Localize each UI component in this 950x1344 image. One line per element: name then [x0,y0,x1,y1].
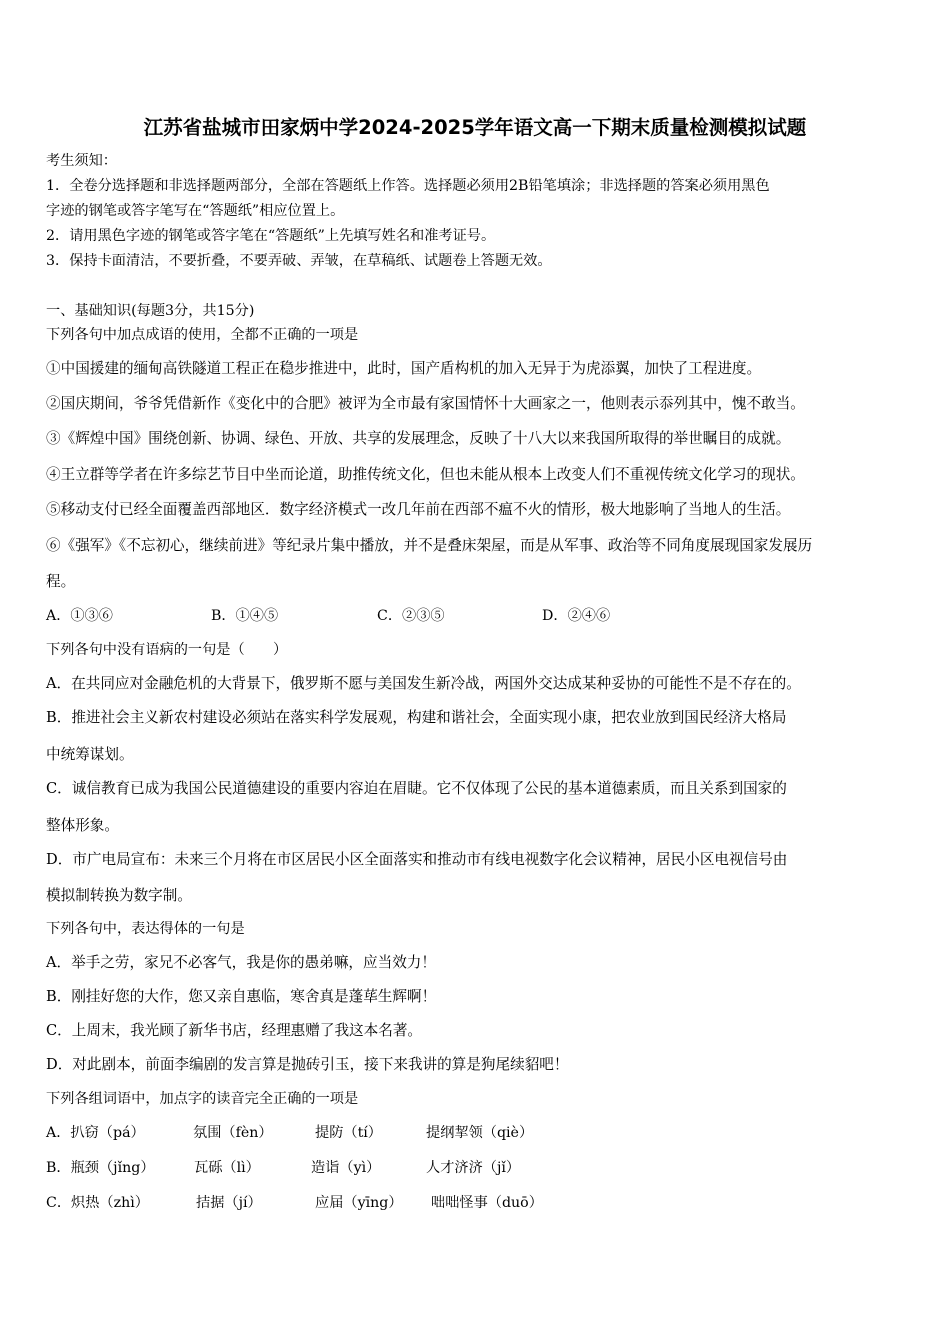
question-item: ④王立群等学者在许多综艺节目中坐而论道，助推传统文化，但也未能从根本上改变人们不重视传统文化学习的现状。 [46,466,805,483]
answer-option-d: D．②④⑥ [542,608,611,624]
answer-line: D．对此剧本，前面李编剧的发言算是抛砖引玉，接下来我讲的算是狗尾续貂吧！ [46,1056,569,1073]
pinyin-item: 咄咄怪事（duō） [431,1195,543,1211]
answer-line: A．在共同应对金融危机的大背景下，俄罗斯不愿与美国发生新冷战，两国外交达成某种妥协的可能性不是不存在的。 [46,675,801,692]
answer-option-c: C．②③⑤ [377,608,445,624]
answer-line: C．上周末，我光顾了新华书店，经理惠赠了我这本名著。 [46,1022,423,1039]
answer-option-a: A．①③⑥ [46,608,113,624]
pinyin-item: B．瓶颈（jǐng） [46,1160,155,1176]
answer-option-b: B．①④⑤ [211,608,279,624]
notice-heading: 考生须知： [46,153,117,169]
answer-line: 中统筹谋划。 [46,746,134,763]
pinyin-item: A．扒窃（pá） [46,1125,145,1141]
answer-line: B．推进社会主义新农村建设必须站在落实科学发展观，构建和谐社会，全面实现小康，把农业放到国民经济大格局 [46,709,787,726]
pinyin-item: 瓦砾（lì） [194,1160,260,1176]
page-title: 江苏省盐城市田家炳中学2024-2025学年语文高一下期末质量检测模拟试题 [143,116,807,139]
question-item: ⑥《强军》《不忘初心，继续前进》等纪录片集中播放，并不是叠床架屋，而是从军事、政治等不同角度展现国家发展历 [46,537,813,554]
question-item: ①中国援建的缅甸高铁隧道工程正在稳步推进中，此时，国产盾构机的加入无异于为虎添翼，加快了工程进度。 [46,360,762,377]
pinyin-item: 氛围（fèn） [193,1125,273,1141]
pinyin-item: 人才济济（jǐ） [426,1160,521,1176]
answer-line: D．市广电局宣布：未来三个月将在市区居民小区全面落实和推动市有线电视数字化会议精神，居民小区电视信号由 [46,851,788,868]
pinyin-item: 提防（tí） [315,1125,382,1141]
section-heading: 一、基础知识(每题3分，共15分) [46,303,255,319]
notice-line: 1．全卷分选择题和非选择题两部分，全部在答题纸上作答。选择题必须用2B铅笔填涂；非选择题的答案必须用黑色 [46,178,770,194]
answer-line: C．诚信教育已成为我国公民道德建设的重要内容迫在眉睫。它不仅体现了公民的基本道德素质，而且关系到国家的 [46,780,787,797]
question-item: ③《辉煌中国》围绕创新、协调、绿色、开放、共享的发展理念，反映了十八大以来我国所取得的举世瞩目的成就。 [46,430,791,447]
pinyin-item: 应届（yīng） [315,1195,403,1211]
question-stem: 下列各句中加点成语的使用，全都不正确的一项是 [46,327,359,343]
pinyin-item: C．炽热（zhì） [46,1195,149,1211]
question-stem: 下列各句中没有语病的一句是（ ） [46,642,288,658]
notice-line: 字迹的钢笔或答字笔写在“答题纸”相应位置上。 [46,203,345,219]
answer-line: A．举手之劳，家兄不必客气，我是你的愚弟嘛，应当效力！ [46,954,436,971]
pinyin-item: 提纲挈领（qiè） [426,1125,534,1141]
notice-line: 2．请用黑色字迹的钢笔或答字笔在“答题纸”上先填写姓名和准考证号。 [46,228,496,244]
question-item: ②国庆期间，爷爷凭借新作《变化中的合肥》被评为全市最有家国情怀十大画家之一，他则表示忝列其中，愧不敢当。 [46,395,805,412]
question-item: ⑤移动支付已经全面覆盖西部地区．数字经济模式一改几年前在西部不瘟不火的情形，极大地影响了当地人的生活。 [46,501,791,518]
answer-line: B．刚挂好您的大作，您又亲自惠临，寒舍真是蓬荜生辉啊！ [46,988,437,1005]
answer-line: 模拟制转换为数字制。 [46,887,192,904]
question-item: 程。 [46,573,76,590]
notice-line: 3．保持卡面清洁，不要折叠，不要弄破、弄皱，在草稿纸、试题卷上答题无效。 [46,253,552,269]
question-stem: 下列各句中，表达得体的一句是 [46,921,245,937]
pinyin-item: 拮据（jí） [196,1195,262,1211]
pinyin-item: 造诣（yì） [311,1160,381,1176]
answer-line: 整体形象。 [46,817,119,834]
question-stem: 下列各组词语中，加点字的读音完全正确的一项是 [46,1091,359,1107]
